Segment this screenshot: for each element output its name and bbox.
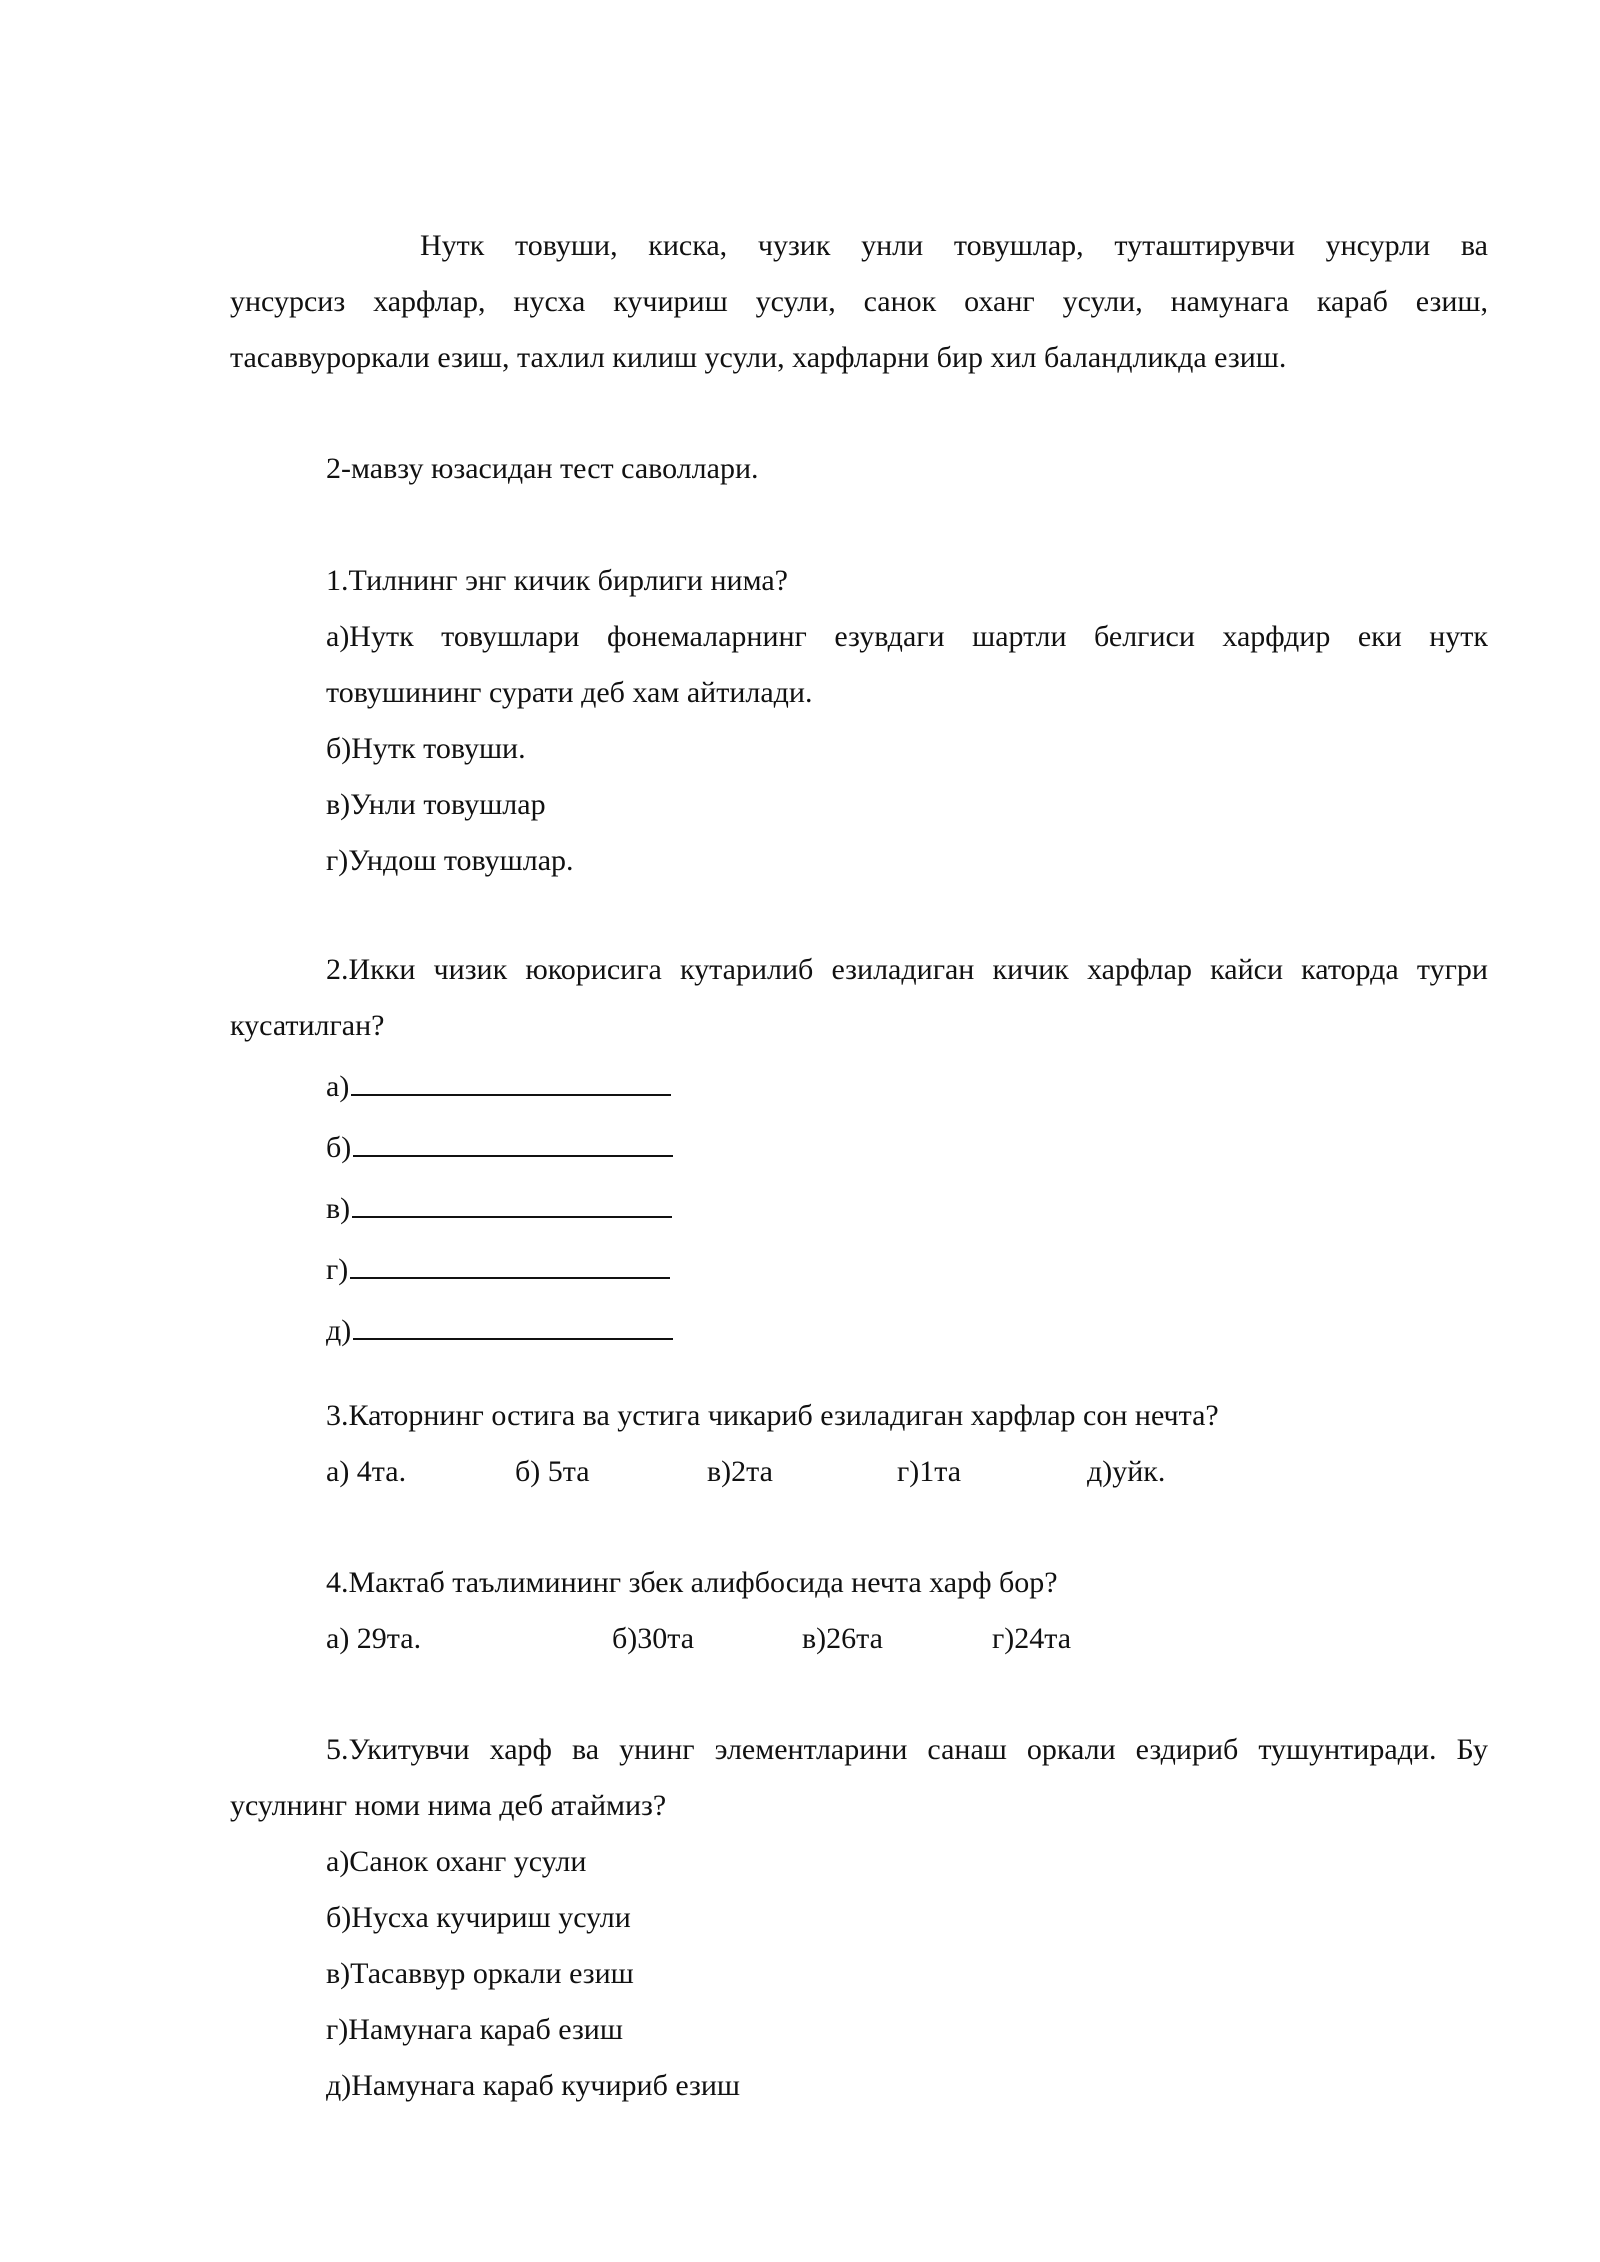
intro-line-1: Нутк товуши, киска, чузик унли товушлар, туташтирувчи унсурли ва bbox=[420, 229, 1488, 262]
question-2 bbox=[230, 942, 1488, 1359]
heading-text: 2-мавзу юзасидан тест саволлари. bbox=[326, 452, 759, 485]
q4-option-b: б)30та bbox=[612, 1622, 695, 1655]
q3-text: 3.Каторнинг остига ва устига чикариб езиладиган харфлар сон нечта? bbox=[326, 1399, 1219, 1432]
q4-text: 4.Мактаб таълимининг збек алифбосида нечта харф бор? bbox=[326, 1566, 1058, 1599]
question-1 bbox=[230, 553, 1488, 889]
question-5 bbox=[230, 1722, 1488, 2114]
answer-blank bbox=[350, 1237, 670, 1279]
q3-option-e: д)уйк. bbox=[1087, 1455, 1166, 1488]
q4-option-a: а) 29та. bbox=[326, 1622, 422, 1655]
q2-text-line1: 2.Икки чизик юкорисига кутарилиб езиладиган кичик харфлар кайси каторда тугри bbox=[326, 953, 1488, 986]
q4-options bbox=[230, 1611, 1488, 1667]
q1-text: 1.Тилнинг энг кичик бирлиги нима? bbox=[326, 564, 788, 597]
q3-option-a: а) 4та. bbox=[326, 1455, 407, 1488]
q2-option-d: г) bbox=[230, 1237, 1488, 1298]
q1-option-a-line2: товушининг сурати деб хам айтилади. bbox=[326, 676, 813, 709]
q2-option-c: в) bbox=[230, 1176, 1488, 1237]
q1-option-d: г)Ундош товушлар. bbox=[326, 844, 574, 877]
q5-option-a: а)Санок оханг усули bbox=[326, 1845, 587, 1878]
q5-option-d: г)Намунага караб езиш bbox=[326, 2013, 623, 2046]
q2-option-b: б) bbox=[230, 1115, 1488, 1176]
q4-option-d: г)24та bbox=[992, 1622, 1072, 1655]
answer-blank bbox=[353, 1298, 673, 1340]
q5-option-c: в)Тасаввур оркали езиш bbox=[326, 1957, 634, 1990]
q3-option-c: в)2та bbox=[707, 1455, 773, 1488]
q4-option-c: в)26та bbox=[802, 1622, 883, 1655]
answer-blank bbox=[352, 1176, 672, 1218]
q2-text-line2: кусатилган? bbox=[230, 1009, 385, 1042]
test-heading bbox=[230, 441, 1488, 497]
q2-option-a: а) bbox=[230, 1054, 1488, 1115]
q3-option-d: г)1та bbox=[897, 1455, 962, 1488]
q3-option-b: б) 5та bbox=[515, 1455, 590, 1488]
q1-option-c: в)Унли товушлар bbox=[326, 788, 546, 821]
question-3 bbox=[230, 1388, 1488, 1500]
intro-paragraph bbox=[230, 218, 1488, 386]
q5-text-line1: 5.Укитувчи харф ва унинг элементларини санаш оркали ездириб тушунтиради. Бу bbox=[326, 1733, 1488, 1766]
answer-blank bbox=[353, 1115, 673, 1157]
question-4 bbox=[230, 1555, 1488, 1667]
q1-option-a-line1: а)Нутк товушлари фонемаларнинг езувдаги шартли белгиси харфдир еки нутк bbox=[326, 620, 1488, 653]
intro-line-2: унсурсиз харфлар, нусха кучириш усули, санок оханг усули, намунага караб езиш, bbox=[230, 285, 1488, 318]
answer-blank bbox=[351, 1054, 671, 1096]
intro-line-3: тасаввуроркали езиш, тахлил килиш усули, харфларни бир хил баландликда езиш. bbox=[230, 341, 1287, 374]
q1-option-b: б)Нутк товуши. bbox=[326, 732, 526, 765]
q5-option-e: д)Намунага караб кучириб езиш bbox=[326, 2069, 741, 2102]
q5-option-b: б)Нусха кучириш усули bbox=[326, 1901, 631, 1934]
q2-option-e: д) bbox=[230, 1298, 1488, 1359]
q5-text-line2: усулнинг номи нима деб атаймиз? bbox=[230, 1789, 667, 1822]
q3-options bbox=[230, 1444, 1488, 1500]
